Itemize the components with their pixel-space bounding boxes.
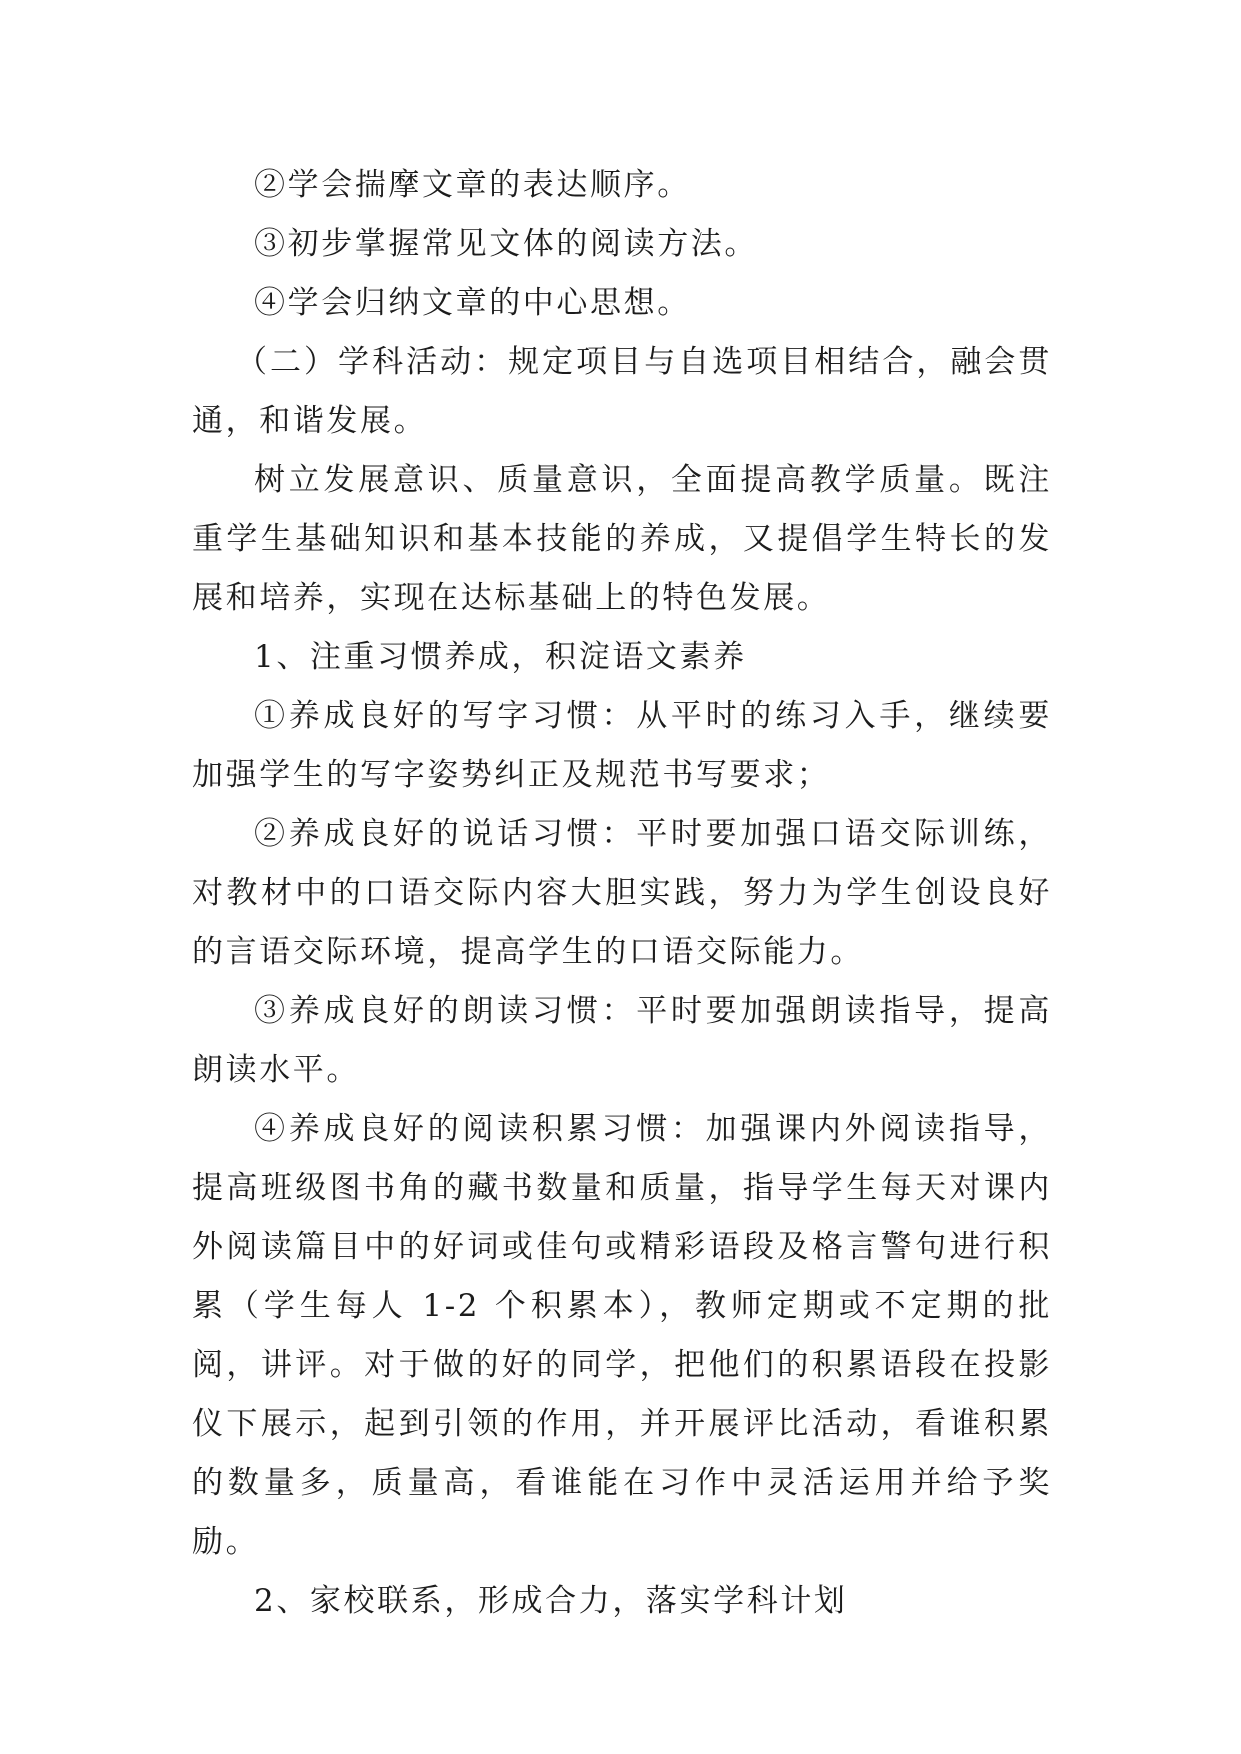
paragraph-speaking-habit: ②养成良好的说话习惯：平时要加强口语交际训练，对教材中的口语交际内容大胆实践，努力为学生创设良好的言语交际环境，提高学生的口语交际能力。 bbox=[192, 816, 1052, 970]
paragraph-goal-4: ④学会归纳文章的中心思想。 bbox=[254, 285, 691, 321]
document-body bbox=[192, 156, 1052, 1631]
subheading-habit-formation: 1、注重习惯养成，积淀语文素养 bbox=[254, 639, 747, 675]
paragraph-goal-2: ②学会揣摩文章的表达顺序。 bbox=[254, 167, 691, 203]
paragraph-goal-3: ③初步掌握常见文体的阅读方法。 bbox=[254, 226, 758, 262]
paragraph-reading-accumulation-habit: ④养成良好的阅读积累习惯：加强课内外阅读指导，提高班级图书角的藏书数量和质量，指导学生每天对课内外阅读篇目中的好词或佳句或精彩语段及格言警句进行积累（学生每人 1-2 个积累本），教师定期或不定期的批阅，讲评。对于做的好的同学，把他们的积累语段在投影仪下展示，起到引领的作用，并开展评比活动，看谁积累的数量多，质量高，看谁能在习作中灵活运用并给予奖励。 bbox=[192, 1111, 1052, 1560]
section-heading-subject-activities: （二）学科活动：规定项目与自选项目相结合，融会贯通，和谐发展。 bbox=[192, 344, 1052, 439]
subheading-home-school-contact: 2、家校联系，形成合力，落实学科计划 bbox=[254, 1583, 848, 1619]
paragraph-writing-habit: ①养成良好的写字习惯：从平时的练习入手，继续要加强学生的写字姿势纠正及规范书写要求； bbox=[192, 698, 1052, 793]
paragraph-quality-awareness: 树立发展意识、质量意识，全面提高教学质量。既注重学生基础知识和基本技能的养成，又提倡学生特长的发展和培养，实现在达标基础上的特色发展。 bbox=[192, 462, 1052, 616]
paragraph-reading-aloud-habit: ③养成良好的朗读习惯：平时要加强朗读指导，提高朗读水平。 bbox=[192, 993, 1052, 1088]
